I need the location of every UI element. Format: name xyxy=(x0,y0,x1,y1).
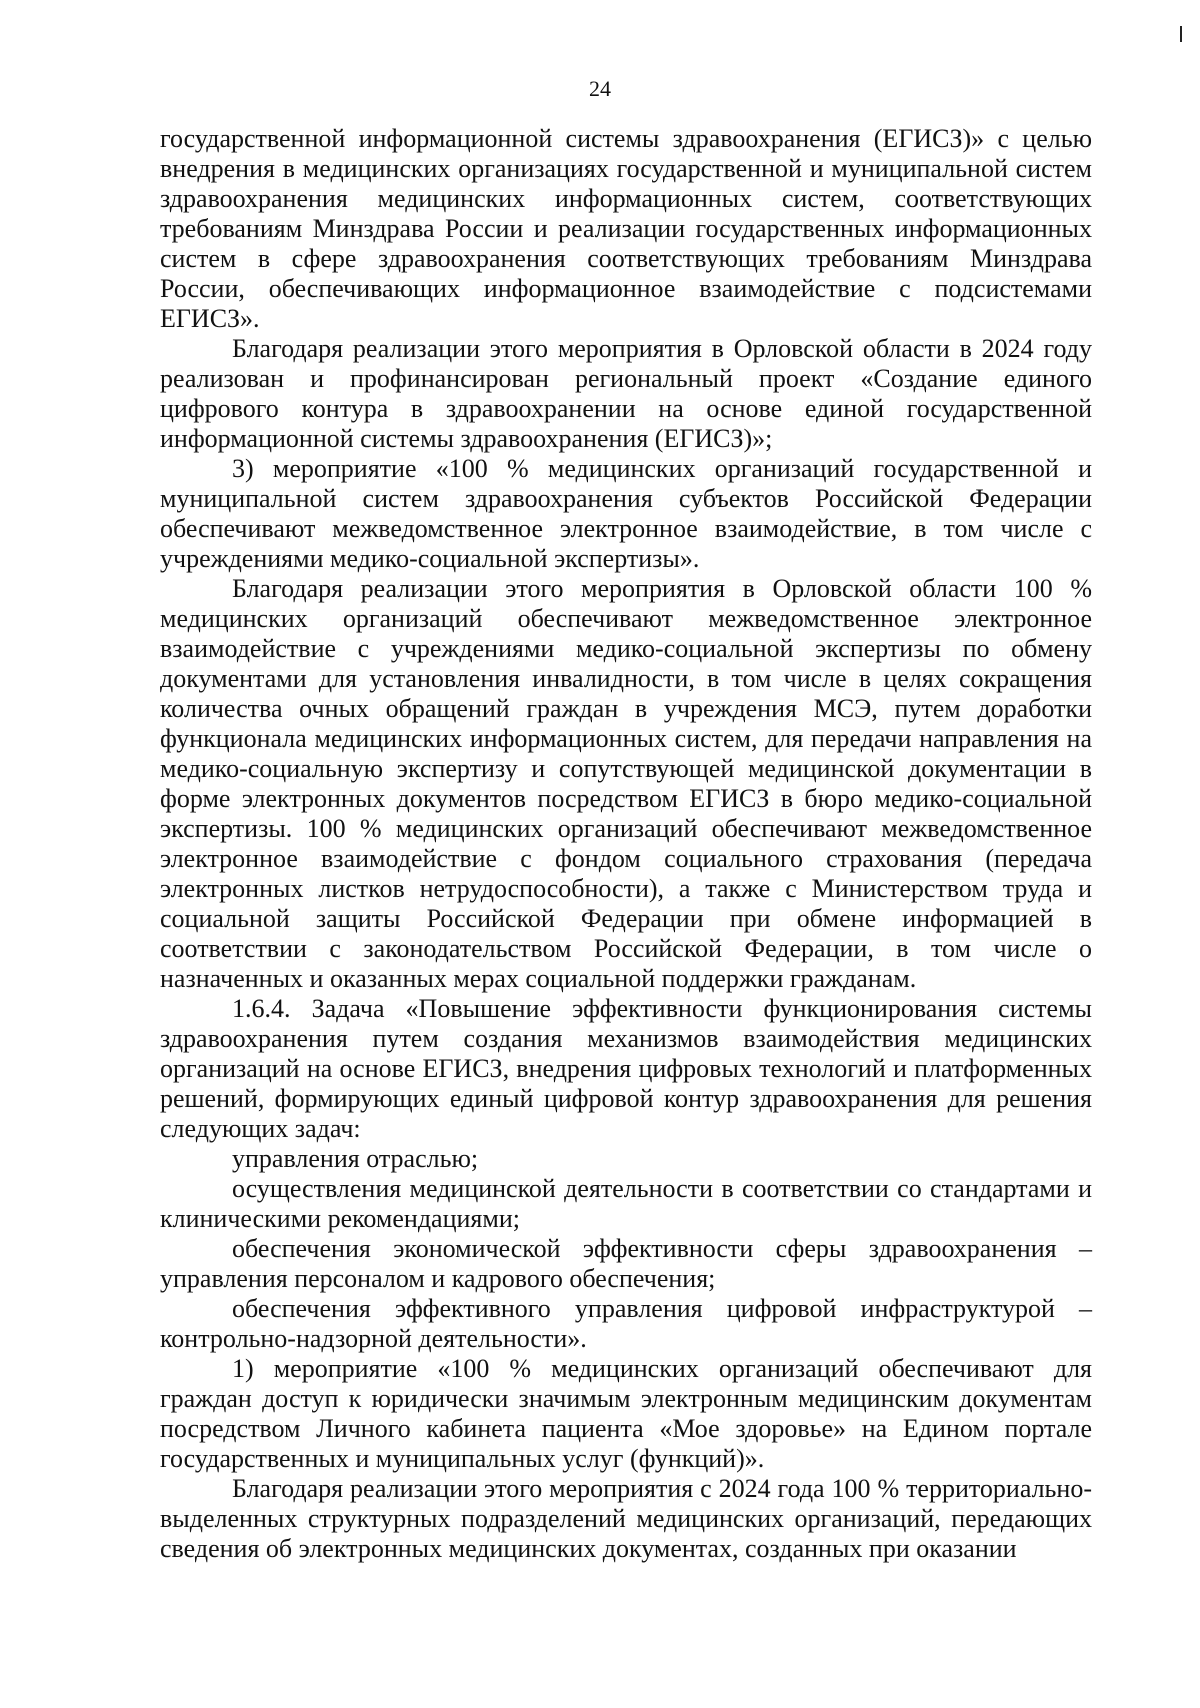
page-number: 24 xyxy=(589,76,611,101)
list-item-digital-infrastructure: обеспечения эффективного управления цифровой инфраструктурой – контрольно-надзорной деятельности». xyxy=(160,1294,1092,1353)
paragraph-task-1-6-4: 1.6.4. Задача «Повышение эффективности функционирования системы здравоохранения путем создания механизмов взаимодействия медицинских организаций на основе ЕГИСЗ, внедрения цифровых технологий и платформенных решений, формирующих единый цифровой контур здравоохранения для решения следующих задач: xyxy=(160,994,1092,1143)
paragraph-continuation: государственной информационной системы здравоохранения (ЕГИСЗ)» с целью внедрения в медицинских организациях государственной и муниципальной систем здравоохранения медицинских информационных систем, соответствующих требованиям Минздрава России и реализации государственных информационных систем в сфере здравоохранения соответствующих требованиям Минздрава России, обеспечивающих информационное взаимодействие с подсистемами ЕГИСЗ». xyxy=(160,124,1092,333)
list-item-economic-efficiency: обеспечения экономической эффективности сферы здравоохранения – управления персоналом и кадрового обеспечения; xyxy=(160,1234,1092,1293)
paragraph-result-egisz: Благодаря реализации этого мероприятия в Орловской области в 2024 году реализован и профинансирован региональный проект «Создание единого цифрового контура в здравоохранении на основе единой государственной информационной системы здравоохранения (ЕГИСЗ)»; xyxy=(160,334,1092,453)
paragraph-measure-3: 3) мероприятие «100 % медицинских организаций государственной и муниципальной систем здравоохранения субъектов Российской Федерации обеспечивают межведомственное электронное взаимодействие, в том числе с учреждениями медико-социальной экспертизы». xyxy=(160,454,1092,573)
paragraph-measure-1: 1) мероприятие «100 % медицинских организаций обеспечивают для граждан доступ к юридически значимым электронным медицинским документам посредством Личного кабинета пациента «Мое здоровье» на Едином портале государственных и муниципальных услуг (функций)». xyxy=(160,1354,1092,1473)
paragraph-result-2024: Благодаря реализации этого мероприятия с 2024 года 100 % территориально-выделенных структурных подразделений медицинских организаций, передающих сведения об электронных медицинских документах, созданных при оказании xyxy=(160,1474,1092,1563)
paragraph-result-mse: Благодаря реализации этого мероприятия в Орловской области 100 % медицинских организаций обеспечивают межведомственное электронное взаимодействие с учреждениями медико-социальной экспертизы по обмену документами для установления инвалидности, в том числе в целях сокращения количества очных обращений граждан в учреждения МСЭ, путем доработки функционала медицинских информационных систем, для передачи направления на медико-социальную экспертизу и сопутствующей медицинской документации в форме электронных документов посредством ЕГИСЗ в бюро медико-социальной экспертизы. 100 % медицинских организаций обеспечивают межведомственное электронное взаимодействие с фондом социального страхования (передача электронных листков нетрудоспособности), а также с Министерством труда и социальной защиты Российской Федерации при обмене информацией в соответствии с законодательством Российской Федерации, в том числе о назначенных и оказанных мерах социальной поддержки гражданам. xyxy=(160,574,1092,993)
list-item-medical-activity: осуществления медицинской деятельности в соответствии со стандартами и клиническими рекомендациями; xyxy=(160,1174,1092,1233)
list-item-industry-management: управления отраслью; xyxy=(232,1144,479,1173)
scan-edge-mark xyxy=(1180,26,1182,42)
document-body xyxy=(160,124,1092,1564)
